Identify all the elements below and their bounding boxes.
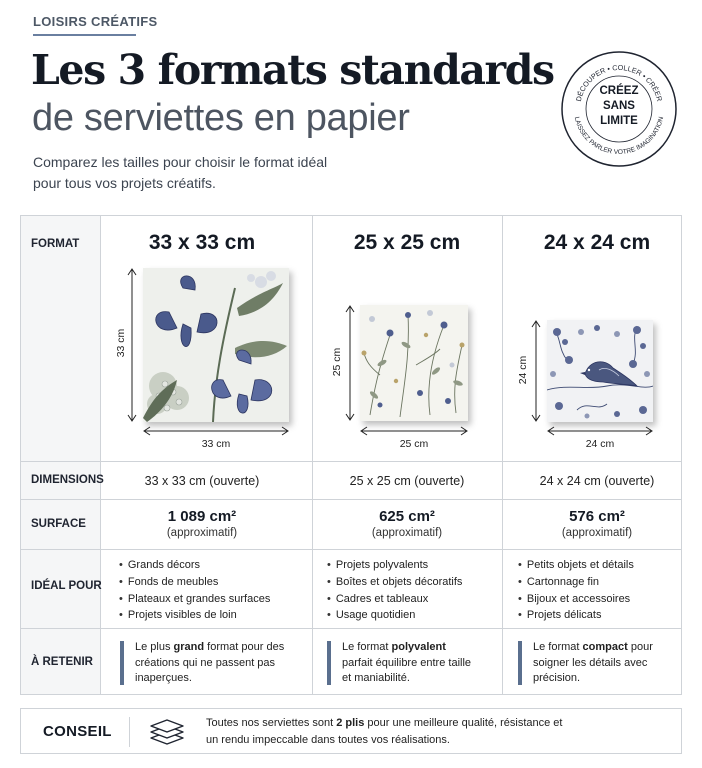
row-header-column — [21, 216, 101, 694]
list-item: • Cadres et tableaux — [327, 591, 462, 608]
napkin-stack-icon — [147, 716, 187, 748]
ideal-list-24 — [518, 557, 634, 624]
horizontal-measure-24 — [547, 426, 653, 436]
ideal-list-33 — [119, 557, 270, 624]
badge-line-3: LIMITE — [600, 115, 638, 127]
horizontal-measure-33 — [143, 426, 289, 436]
surface-25: 625 cm² — [379, 508, 435, 525]
badge-top-arc: DÉCOUPER • COLLER • CRÉER — [573, 62, 665, 103]
napkin-33-image — [143, 268, 289, 422]
retenir-accent-bar — [327, 641, 331, 685]
row-label-ideal: IDÉAL POUR — [31, 580, 102, 592]
side-label-24: 24 cm — [517, 355, 529, 385]
row-label-format: FORMAT — [31, 238, 80, 250]
surface-24: 576 cm² — [569, 508, 625, 525]
page-subtitle: de serviettes en papier — [32, 97, 410, 139]
row-label-retenir: À RETENIR — [31, 656, 93, 668]
surface-note-25: (approximatif) — [371, 527, 443, 539]
retenir-25: Le format polyvalent parfait équilibre entre taille et maniabilité. — [342, 641, 472, 684]
bottom-label-24: 24 cm — [585, 438, 615, 450]
vertical-measure-33 — [125, 268, 139, 422]
intro-text: Comparez les tailles pour choisir le format idéal pour tous vos projets créatifs. — [33, 154, 328, 191]
row-label-dimensions: DIMENSIONS — [31, 474, 104, 486]
list-item: • Projets délicats — [518, 607, 634, 624]
surface-33: 1 089 cm² — [167, 508, 237, 525]
list-item: • Petits objets et détails — [518, 557, 634, 574]
iris-flowers-icon — [143, 268, 289, 422]
list-item: • Projets polyvalents — [327, 557, 462, 574]
formats-table — [20, 215, 682, 695]
conseil-box — [20, 708, 682, 754]
conseil-text: Toutes nos serviettes sont 2 plis pour une meilleure qualité, résistance et un rendu impeccable dans toutes vos réalisations. — [206, 717, 563, 746]
format-title-24: 24 x 24 cm — [543, 231, 651, 254]
kicker-underline — [33, 34, 136, 36]
wildflowers-icon — [360, 305, 468, 421]
napkin-25-image — [360, 305, 468, 421]
kicker: LOISIRS CRÉATIFS — [33, 14, 158, 29]
toile-bird-icon — [547, 320, 653, 422]
horizontal-measure-25 — [360, 426, 468, 436]
vertical-measure-24 — [529, 320, 543, 422]
row-label-surface: SURFACE — [31, 518, 86, 530]
vertical-measure-25 — [343, 305, 357, 421]
side-label-33: 33 cm — [115, 328, 127, 358]
retenir-24: Le format compact pour soigner les détails avec précision. — [533, 641, 653, 684]
list-item: • Bijoux et accessoires — [518, 591, 634, 608]
bottom-label-33: 33 cm — [201, 438, 231, 450]
surface-note-24: (approximatif) — [561, 527, 633, 539]
list-item: • Projets visibles de loin — [119, 607, 270, 624]
retenir-accent-bar — [518, 641, 522, 685]
dimensions-25: 25 x 25 cm (ouverte) — [349, 474, 465, 488]
dimensions-33: 33 x 33 cm (ouverte) — [144, 474, 260, 488]
list-item: • Plateaux et grandes surfaces — [119, 591, 270, 608]
badge-bottom-arc: LAISSEZ PARLER VOTRE IMAGINATION — [572, 116, 666, 157]
format-title-25: 25 x 25 cm — [353, 231, 461, 254]
list-item: • Fonds de meubles — [119, 574, 270, 591]
badge-line-2: SANS — [603, 100, 635, 112]
napkin-24-image — [547, 320, 653, 422]
ideal-list-25 — [327, 557, 462, 624]
surface-note-33: (approximatif) — [166, 527, 238, 539]
format-title-33: 33 x 33 cm — [148, 231, 256, 254]
list-item: • Grands décors — [119, 557, 270, 574]
bottom-label-25: 25 cm — [399, 438, 429, 450]
list-item: • Cartonnage fin — [518, 574, 634, 591]
conseil-divider — [129, 717, 130, 747]
side-label-25: 25 cm — [331, 347, 343, 377]
list-item: • Usage quotidien — [327, 607, 462, 624]
conseil-label: CONSEIL — [43, 723, 112, 740]
creez-sans-limite-badge — [560, 50, 678, 168]
dimensions-24: 24 x 24 cm (ouverte) — [539, 474, 655, 488]
retenir-accent-bar — [120, 641, 124, 685]
page-title: Les 3 formats standards — [31, 46, 554, 94]
retenir-33: Le plus grand format pour des créations qui ne passent pas inaperçues. — [135, 641, 285, 684]
list-item: • Boîtes et objets décoratifs — [327, 574, 462, 591]
badge-line-1: CRÉEZ — [599, 85, 639, 97]
